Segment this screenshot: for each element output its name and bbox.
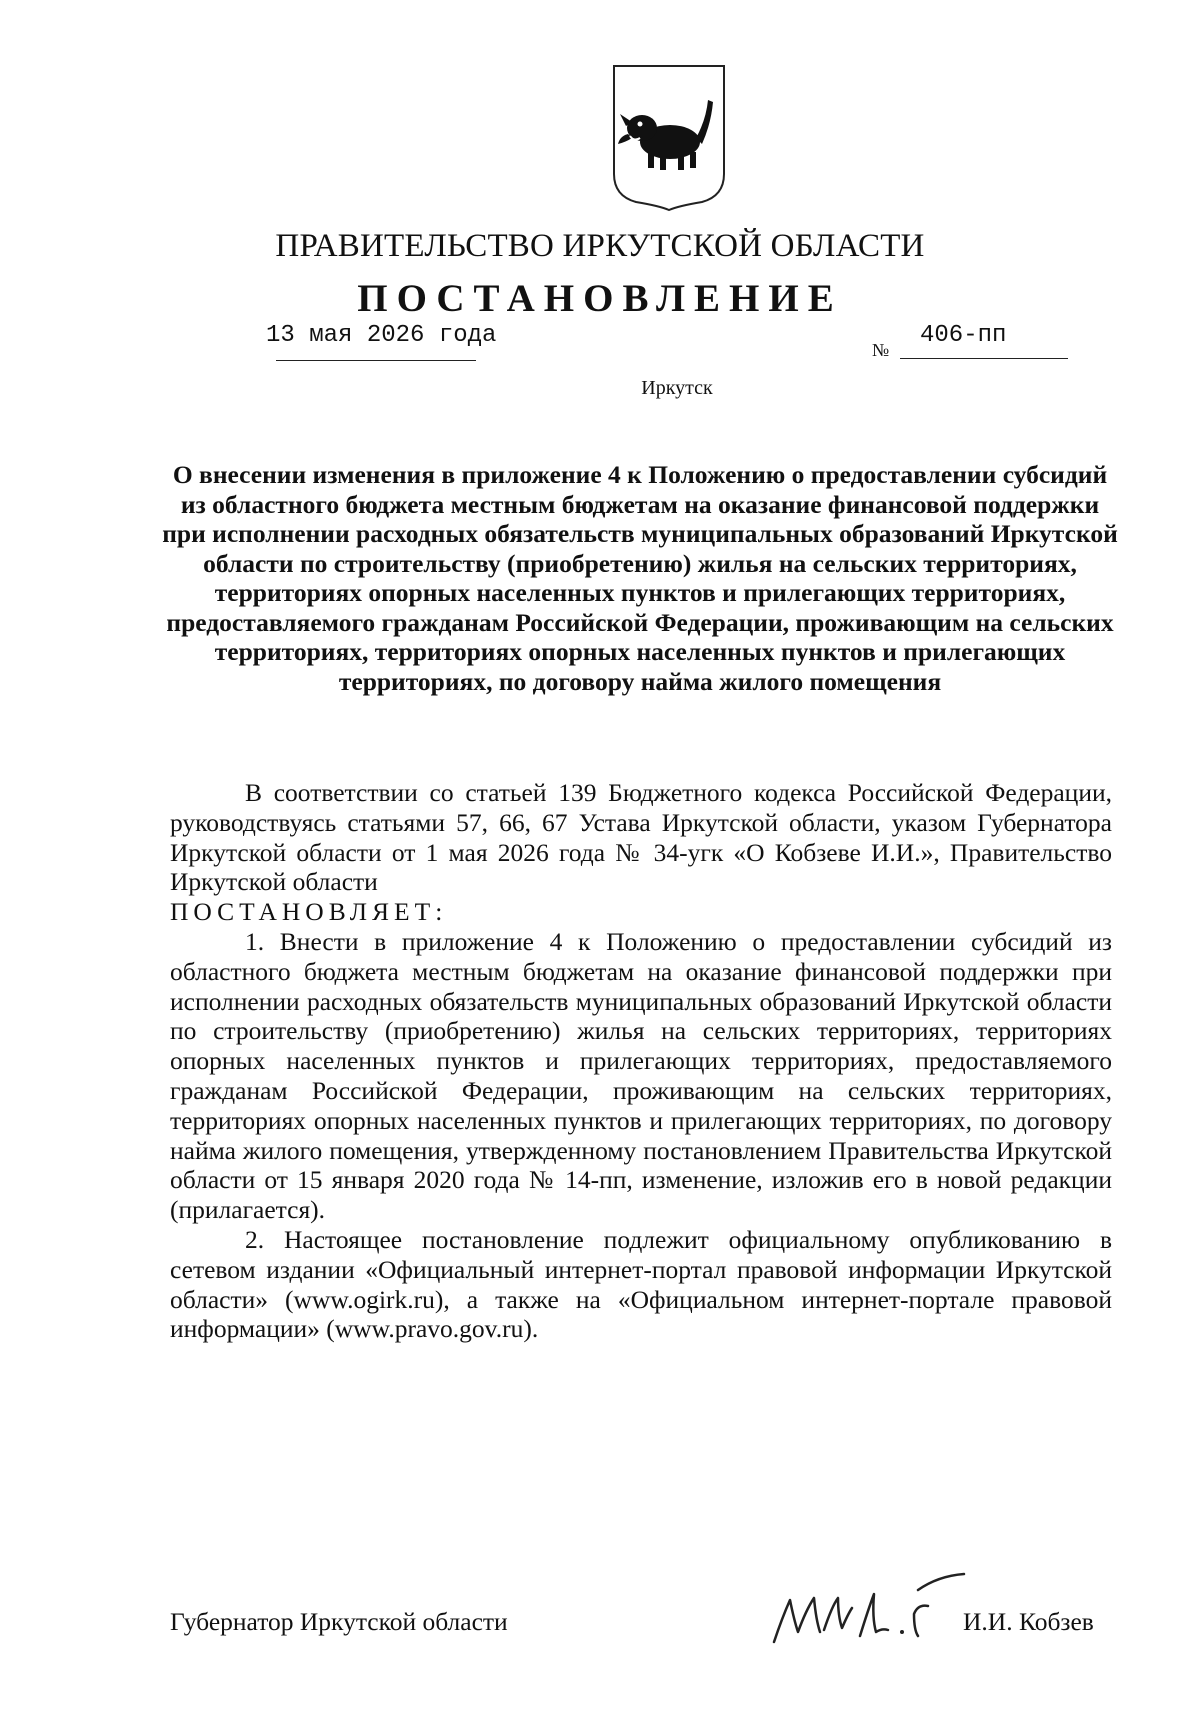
- preamble-paragraph: В соответствии со статьей 139 Бюджетного кодекса Российской Федерации, руководствуясь статьями 57, 66, 67 Устава Иркутской области, указом Губернатора Иркутской области от 1 мая 2026 года № 34-угк «О Кобзеве И.И.», Правительство Иркутской области: [170, 778, 1112, 897]
- date-underline: [276, 360, 476, 361]
- handwritten-signature: [768, 1570, 968, 1650]
- government-title: ПРАВИТЕЛЬСТВО ИРКУТСКОЙ ОБЛАСТИ: [275, 228, 925, 264]
- city: Иркутск: [641, 377, 713, 399]
- signer-name: И.И. Кобзев: [963, 1607, 1094, 1636]
- number-underline: [900, 358, 1068, 359]
- document-body: [170, 778, 1112, 1344]
- document-date: 13 мая 2026 года: [266, 322, 497, 349]
- resolve-word: ПОСТАНОВЛЯЕТ:: [170, 897, 448, 927]
- item-1-paragraph: 1. Внести в приложение 4 к Положению о предоставлении субсидий из областного бюджета местным бюджетам на оказание финансовой поддержки при исполнении расходных обязательств муниципальных образований Иркутской области по строительству (приобретению) жилья на сельских территориях, территориях опорных населенных пунктов и прилегающих территориях, предоставляемого гражданам Российской Федерации, проживающим на сельских территориях, территориях опорных населенных пунктов и прилегающих территориях, по договору найма жилого помещения, утвержденному постановлением Правительства Иркутской области от 15 января 2020 года № 14-пп, изменение, изложив его в новой редакции (прилагается).: [170, 926, 1112, 1225]
- document-number: 406-пп: [920, 322, 1007, 349]
- document-type: ПОСТАНОВЛЕНИЕ: [357, 277, 843, 320]
- item-2-paragraph: 2. Настоящее постановление подлежит официальному опубликованию в сетевом издании «Официальный интернет-портал правовой информации Иркутской области» (www.ogirk.ru), а также на «Официальном интернет-портале правовой информации» (www.pravo.gov.ru).: [170, 1224, 1112, 1344]
- number-label: №: [872, 340, 890, 360]
- signer-title: Губернатор Иркутской области: [170, 1607, 508, 1636]
- document-heading: О внесении изменения в приложение 4 к Положению о предоставлении субсидий из областного бюджета местным бюджетам на оказание финансовой поддержки при исполнении расходных обязательств муниципальных образований Иркутской области по строительству (приобретению) жилья на сельских территориях, территориях опорных населенных пунктов и прилегающих территориях, предоставляемого гражданам Российской Федерации, проживающим на сельских территориях, территориях опорных населенных пунктов и прилегающих территориях, по договору найма жилого помещения: [162, 460, 1118, 696]
- coat-of-arms-icon: [610, 62, 728, 212]
